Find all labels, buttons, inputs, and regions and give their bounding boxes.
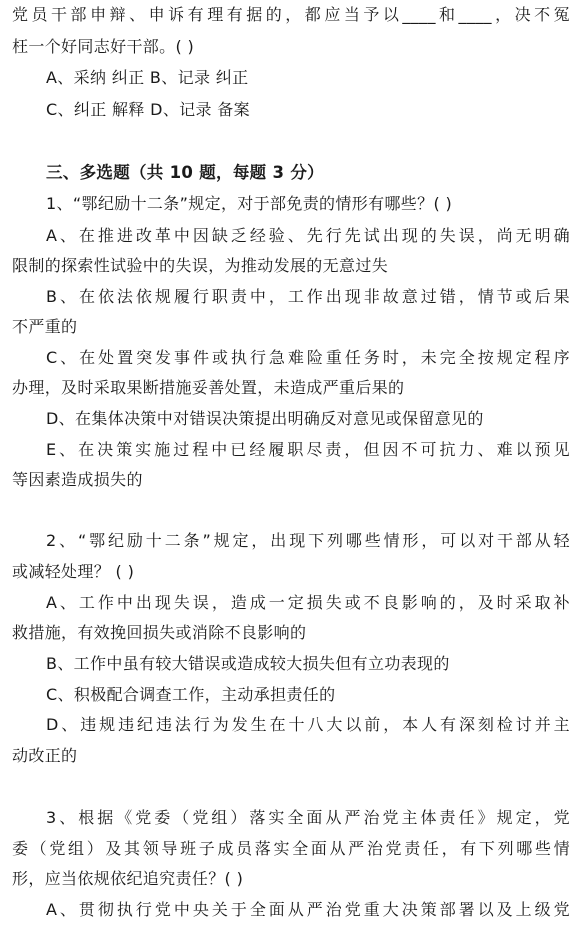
question-2-line1: 2、“鄂纪励十二条”规定，出现下列哪些情形，可以对干部从轻	[46, 531, 570, 550]
option-line-cd: C、纠正 解释 D、记录 备案	[46, 100, 251, 119]
option-line-ab: A、采纳 纠正 B、记录 纠正	[46, 68, 249, 87]
question-2-line2: 或减轻处理？ ( )	[12, 562, 135, 581]
q1-option-c-line1: C、在处置突发事件或执行急难险重任务时，未完全按规定程序	[46, 348, 570, 367]
q2-option-a-line2: 救措施，有效挽回损失或消除不良影响的	[12, 623, 307, 642]
q3-option-a-line1: A、贯彻执行党中央关于全面从严治党重大决策部署以及上级党	[46, 900, 570, 919]
q2-option-b: B、工作中虽有较大错误或造成较大损失但有立功表现的	[46, 654, 450, 673]
question-3-line1: 3、根据《党委（党组）落实全面从严治党主体责任》规定，党	[46, 808, 570, 827]
text-line-1: 党员干部申辩、申诉有理有据的，都应当予以____和____，决不冤	[12, 5, 570, 24]
q1-option-d: D、在集体决策中对错误决策提出明确反对意见或保留意见的	[46, 409, 484, 428]
q2-option-d-line1: D、违规违纪违法行为发生在十八大以前，本人有深刻检讨并主	[46, 715, 570, 734]
q1-option-b-line2: 不严重的	[12, 317, 78, 336]
section-title-multiple-choice: 三、多选题（共 10 题，每题 3 分）	[46, 163, 324, 182]
question-3-line2: 委（党组）及其领导班子成员落实全面从严治党责任，有下列哪些情	[12, 839, 570, 858]
q2-option-d-line2: 动改正的	[12, 746, 78, 765]
q1-option-e-line1: E、在决策实施过程中已经履职尽责，但因不可抗力、难以预见	[46, 440, 570, 459]
question-1: 1、“鄂纪励十二条”规定，对于部免责的情形有哪些？( )	[46, 194, 453, 213]
q1-option-a-line1: A、在推进改革中因缺乏经验、先行先试出现的失误，尚无明确	[46, 226, 570, 245]
q1-option-b-line1: B、在依法依规履行职责中，工作出现非故意过错，情节或后果	[46, 287, 570, 306]
q2-option-a-line1: A、工作中出现失误，造成一定损失或不良影响的，及时采取补	[46, 593, 570, 612]
q1-option-e-line2: 等因素造成损失的	[12, 470, 143, 489]
text-line-2: 枉一个好同志好干部。( )	[12, 37, 195, 56]
q1-option-a-line2: 限制的探索性试验中的失误，为推动发展的无意过失	[12, 256, 389, 275]
question-3-line3: 形，应当依规依纪追究责任？( )	[12, 869, 244, 888]
q2-option-c: C、积极配合调查工作，主动承担责任的	[46, 685, 336, 704]
q1-option-c-line2: 办理，及时采取果断措施妥善处置，未造成严重后果的	[12, 378, 405, 397]
